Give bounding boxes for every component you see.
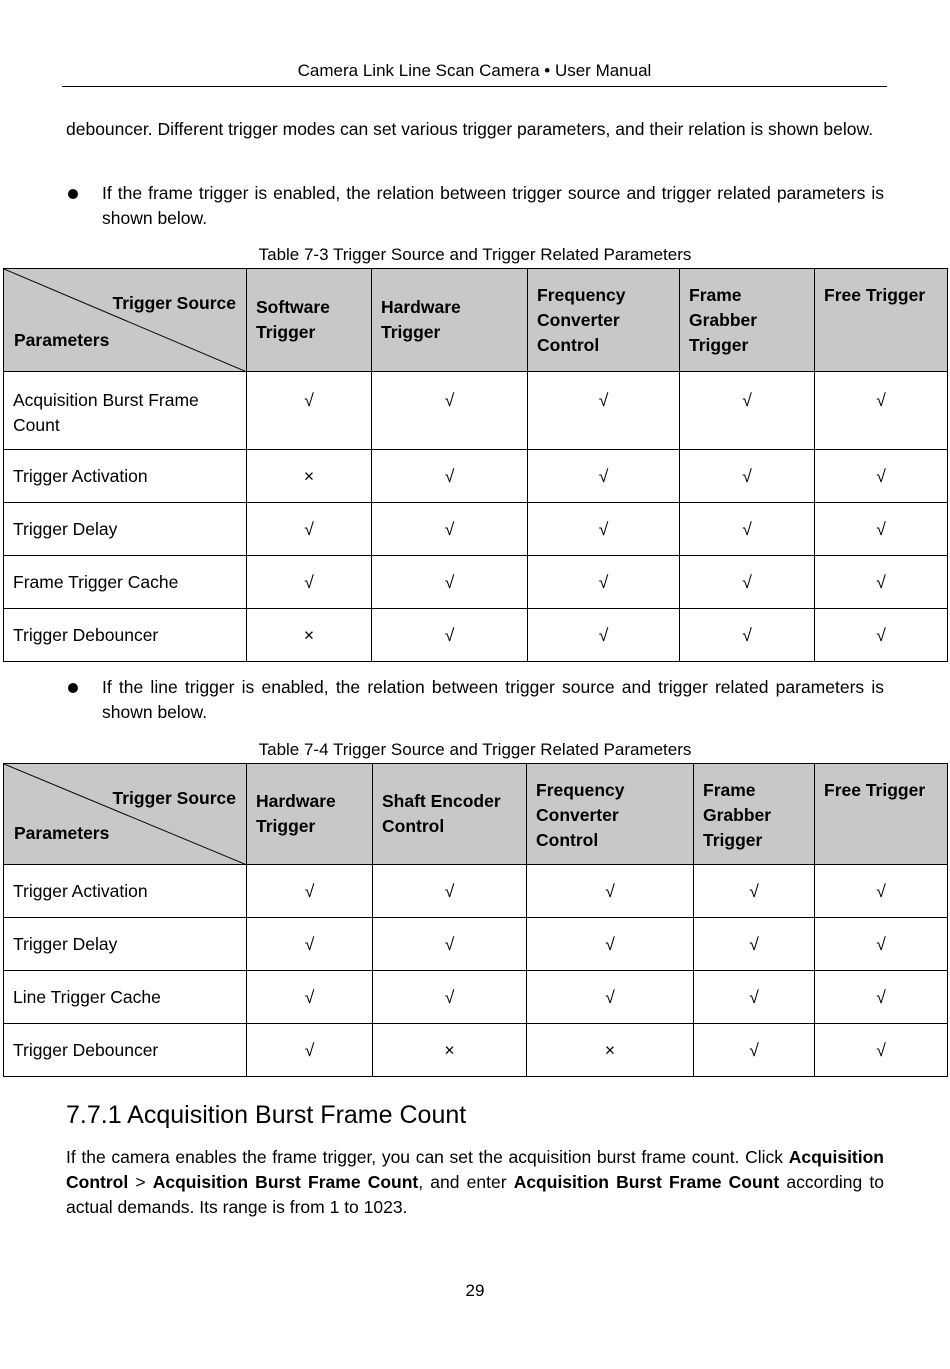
- table-frame-trigger: [3, 268, 948, 662]
- row-label: Acquisition Burst Frame Count: [4, 372, 247, 450]
- check-cell: √: [528, 450, 680, 503]
- table-header-row: [4, 764, 948, 865]
- check-cell: √: [247, 971, 373, 1024]
- column-header: Shaft Encoder Control: [373, 764, 527, 865]
- bullet-dot-icon: [68, 189, 78, 199]
- diagonal-divider-icon: [4, 269, 247, 372]
- table-row: [4, 918, 948, 971]
- check-cell: √: [247, 503, 372, 556]
- bullet-text: If the frame trigger is enabled, the relation between trigger source and trigger related parameters is shown below.: [102, 183, 884, 228]
- column-header: Software Trigger: [247, 269, 372, 372]
- check-cell: √: [373, 865, 527, 918]
- table-corner-cell: [4, 269, 247, 372]
- table2-caption: Table 7-4 Trigger Source and Trigger Related Parameters: [258, 740, 692, 759]
- check-cell: √: [680, 503, 815, 556]
- section-text: according to actual demands. Its range is from 1 to 1023.: [66, 1172, 884, 1217]
- column-header: Hardware Trigger: [372, 269, 528, 372]
- table-row: [4, 865, 948, 918]
- section-heading: 7.7.1 Acquisition Burst Frame Count: [66, 1101, 467, 1129]
- check-cell: √: [694, 1024, 815, 1077]
- check-cell: √: [373, 918, 527, 971]
- section-text: , and enter: [418, 1172, 507, 1192]
- check-cell: √: [815, 865, 948, 918]
- check-cell: √: [680, 556, 815, 609]
- section-paragraph: [66, 1145, 884, 1220]
- corner-parameters: Parameters: [14, 330, 110, 350]
- page-header: Camera Link Line Scan Camera • User Manual: [62, 60, 887, 87]
- row-label: Trigger Delay: [4, 503, 247, 556]
- check-cell: √: [247, 918, 373, 971]
- check-cell: √: [528, 609, 680, 662]
- check-cell: ×: [527, 1024, 694, 1077]
- table-corner-cell: [4, 764, 247, 865]
- table-row: [4, 372, 948, 450]
- check-cell: √: [815, 971, 948, 1024]
- table1-caption: Table 7-3 Trigger Source and Trigger Related Parameters: [258, 245, 692, 264]
- check-cell: √: [680, 450, 815, 503]
- corner-trigger-source: Trigger Source: [112, 293, 236, 313]
- menu-acquisition-burst-frame-count: Acquisition Burst Frame Count: [152, 1172, 419, 1192]
- row-label: Trigger Activation: [4, 865, 247, 918]
- menu-separator: >: [128, 1172, 153, 1192]
- corner-trigger-source: Trigger Source: [112, 788, 236, 808]
- check-cell: √: [528, 503, 680, 556]
- column-header: Frequency Converter Control: [528, 269, 680, 372]
- row-label: Trigger Delay: [4, 918, 247, 971]
- check-cell: √: [247, 1024, 373, 1077]
- check-cell: √: [527, 918, 694, 971]
- check-cell: √: [815, 503, 948, 556]
- diagonal-divider-icon: [4, 764, 247, 865]
- check-cell: √: [694, 865, 815, 918]
- table-row: [4, 609, 948, 662]
- check-cell: √: [247, 372, 372, 450]
- corner-parameters: Parameters: [14, 823, 110, 843]
- table-header-row: [4, 269, 948, 372]
- check-cell: √: [372, 556, 528, 609]
- check-cell: √: [694, 918, 815, 971]
- check-cell: √: [372, 609, 528, 662]
- check-cell: √: [247, 865, 373, 918]
- check-cell: √: [815, 609, 948, 662]
- table-row: [4, 503, 948, 556]
- check-cell: √: [815, 918, 948, 971]
- bullet-dot-icon: [68, 683, 78, 693]
- column-header: Frame Grabber Trigger: [680, 269, 815, 372]
- check-cell: √: [527, 865, 694, 918]
- page-number: 29: [465, 1281, 485, 1300]
- check-cell: ×: [247, 609, 372, 662]
- bullet-frame-trigger: [66, 181, 884, 231]
- check-cell: √: [372, 503, 528, 556]
- column-header: Frequency Converter Control: [527, 764, 694, 865]
- table-row: [4, 971, 948, 1024]
- check-cell: √: [528, 372, 680, 450]
- row-label: Trigger Debouncer: [4, 609, 247, 662]
- row-label: Trigger Activation: [4, 450, 247, 503]
- row-label: Line Trigger Cache: [4, 971, 247, 1024]
- column-header: Free Trigger: [815, 269, 948, 372]
- check-cell: ×: [247, 450, 372, 503]
- table-row: [4, 556, 948, 609]
- table-row: [4, 1024, 948, 1077]
- intro-paragraph: debouncer. Different trigger modes can set various trigger parameters, and their relation is shown below.: [66, 119, 874, 139]
- section-text: If the camera enables the frame trigger, you can set the acquisition burst frame count. Click: [66, 1147, 784, 1167]
- check-cell: √: [694, 971, 815, 1024]
- check-cell: √: [815, 556, 948, 609]
- check-cell: √: [680, 609, 815, 662]
- check-cell: √: [247, 556, 372, 609]
- check-cell: √: [528, 556, 680, 609]
- table-row: [4, 450, 948, 503]
- check-cell: ×: [373, 1024, 527, 1077]
- menu-acquisition-control: Acquisition Control: [66, 1147, 884, 1192]
- column-header: Free Trigger: [815, 764, 948, 865]
- bullet-text: If the line trigger is enabled, the relation between trigger source and trigger related parameters is shown below.: [102, 677, 884, 722]
- row-label: Trigger Debouncer: [4, 1024, 247, 1077]
- column-header: Hardware Trigger: [247, 764, 373, 865]
- check-cell: √: [372, 372, 528, 450]
- check-cell: √: [372, 450, 528, 503]
- row-label: Frame Trigger Cache: [4, 556, 247, 609]
- check-cell: √: [373, 971, 527, 1024]
- check-cell: √: [680, 372, 815, 450]
- bullet-line-trigger: [66, 675, 884, 725]
- table-line-trigger: [3, 763, 948, 1077]
- check-cell: √: [815, 372, 948, 450]
- check-cell: √: [815, 1024, 948, 1077]
- param-acquisition-burst-frame-count: Acquisition Burst Frame Count: [513, 1172, 780, 1192]
- check-cell: √: [527, 971, 694, 1024]
- check-cell: √: [815, 450, 948, 503]
- column-header: Frame Grabber Trigger: [694, 764, 815, 865]
